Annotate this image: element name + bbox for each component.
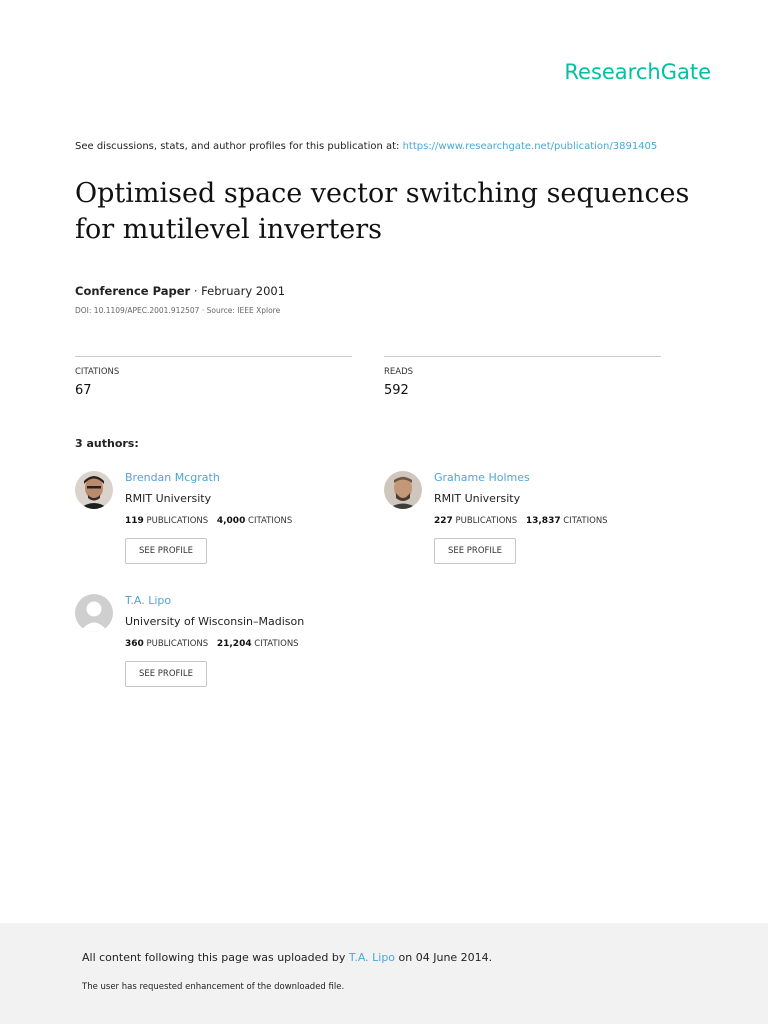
- intro-line: [75, 141, 657, 152]
- author-name-link[interactable]: Grahame Holmes: [434, 471, 530, 484]
- author-citations-label: CITATIONS: [254, 639, 299, 649]
- intro-text: See discussions, stats, and author profiles for this publication at:: [75, 141, 403, 152]
- author-institution: RMIT University: [434, 492, 521, 505]
- photo-icon[interactable]: [75, 471, 113, 509]
- publication-type: Conference Paper: [75, 284, 191, 298]
- footer: [0, 923, 768, 1024]
- researchgate-logo[interactable]: ResearchGate: [564, 60, 711, 84]
- reads-stat: [384, 356, 661, 398]
- publication-title: Optimised space vector switching sequences for mutilevel inverters: [75, 178, 690, 245]
- upload-prefix: All content following this page was uploaded by: [82, 951, 349, 964]
- citations-count: 67: [75, 383, 92, 398]
- see-profile-button[interactable]: SEE PROFILE: [125, 661, 207, 687]
- publications-label: PUBLICATIONS: [146, 516, 209, 526]
- doi-line: DOI: 10.1109/APEC.2001.912507 · Source: IEEE Xplore: [75, 306, 281, 315]
- author-citations-count: 21,204: [216, 639, 252, 649]
- reads-label: READS: [384, 367, 414, 377]
- author-name-link[interactable]: T.A. Lipo: [125, 594, 172, 607]
- publication-meta: [75, 284, 285, 298]
- meta-separator: ·: [190, 284, 202, 298]
- photo-icon[interactable]: [384, 471, 422, 509]
- author-citations-label: CITATIONS: [563, 516, 608, 526]
- publications-label: PUBLICATIONS: [455, 516, 518, 526]
- author-citations-label: CITATIONS: [248, 516, 293, 526]
- publications-count: 119: [125, 516, 144, 526]
- publications-count: 360: [125, 639, 144, 649]
- publications-label: PUBLICATIONS: [146, 639, 209, 649]
- publication-date: February 2001: [201, 284, 286, 298]
- citations-stat: [75, 356, 352, 398]
- author-name-link[interactable]: Brendan Mcgrath: [125, 471, 220, 484]
- author-counts: [125, 516, 365, 526]
- see-profile-button[interactable]: SEE PROFILE: [125, 538, 207, 564]
- author-institution: University of Wisconsin–Madison: [125, 615, 305, 628]
- request-note: The user has requested enhancement of the downloaded file.: [82, 982, 345, 992]
- author-counts: [125, 639, 365, 649]
- authors-heading: 3 authors:: [75, 437, 139, 450]
- author-institution: RMIT University: [125, 492, 212, 505]
- publication-link[interactable]: https://www.researchgate.net/publication/3891405: [402, 141, 658, 152]
- citations-label: CITATIONS: [75, 367, 120, 377]
- see-profile-button[interactable]: SEE PROFILE: [434, 538, 516, 564]
- author-citations-count: 4,000: [216, 516, 246, 526]
- upload-line: [82, 951, 492, 964]
- author-citations-count: 13,837: [525, 516, 561, 526]
- upload-suffix: on 04 June 2014.: [395, 951, 493, 964]
- default-avatar-icon[interactable]: [75, 594, 113, 632]
- author-counts: [434, 516, 674, 526]
- uploader-link[interactable]: T.A. Lipo: [348, 951, 396, 964]
- publications-count: 227: [434, 516, 453, 526]
- reads-count: 592: [384, 383, 409, 398]
